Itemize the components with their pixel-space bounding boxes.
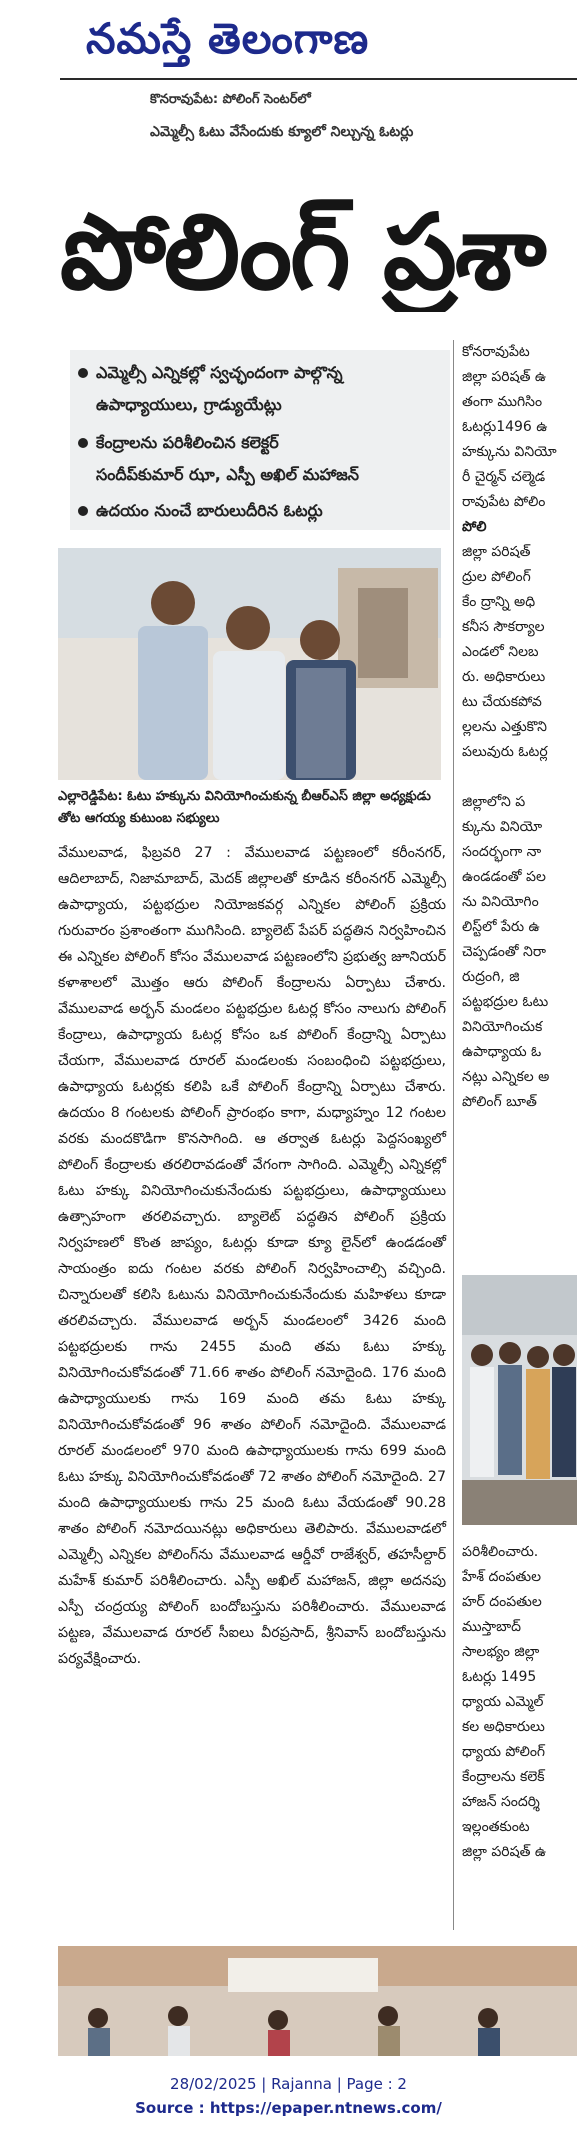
- masthead-title: నమస్తే తెలంగాణ: [86, 14, 370, 63]
- column-line: రావుపేట పోలిం: [462, 494, 546, 510]
- bullet-icon: [78, 368, 88, 378]
- column-line: ముస్తాబాద్: [462, 1619, 521, 1635]
- column-line: ల్లలను ఎత్తుకొని: [462, 719, 547, 735]
- column-line: ఎండలో నిలబ: [462, 644, 539, 660]
- column-line: హక్కును వినియో: [462, 444, 557, 460]
- queue-photo-illustration: [462, 1275, 577, 1525]
- highlight-text: సందీప్‌కుమార్ ఝా, ఎస్పీ అఖిల్ మహాజన్: [96, 465, 359, 484]
- bullet-icon: [78, 438, 88, 448]
- highlight-text: ఉపాధ్యాయులు, గ్రాడ్యుయేట్లు: [96, 395, 282, 414]
- family-photo-illustration: [58, 548, 441, 780]
- column-line: చెప్పడంతో నిరా: [462, 944, 546, 960]
- column-line: రుద్రంగి, జి: [462, 969, 520, 985]
- column-line: హాజన్ సందర్శి: [462, 1794, 540, 1810]
- column-line: ఓటర్లు1496 ఉ: [462, 419, 548, 435]
- column-line: కనీస సౌకర్యాల: [462, 619, 545, 635]
- highlight-text: కేంద్రాలను పరిశీలించిన కలెక్టర్: [96, 433, 279, 452]
- voters-family-photo: [58, 548, 441, 780]
- column-line: కేం ద్రాన్ని అధి: [462, 594, 536, 610]
- column-line: ధ్యాయ పోలింగ్: [462, 1744, 546, 1760]
- column-line: ఇల్లంతకుంట: [462, 1819, 530, 1835]
- highlight-item: [78, 428, 448, 458]
- column-line: పలువురు ఓటర్ల: [462, 744, 548, 760]
- kicker-line: కొనరావుపేట: పోలింగ్ సెంటర్‌లో: [150, 92, 311, 107]
- polling-centre-photo: [58, 1946, 577, 2056]
- source-line: Source : https://epaper.ntnews.com/: [135, 2099, 442, 2117]
- subheadline: ఎమ్మెల్సీ ఓటు వేసేందుకు క్యూలో నిల్చున్న ఓటర్లు: [150, 124, 414, 140]
- column-divider: [453, 340, 454, 1930]
- column-line: క్కును వినియో: [462, 819, 543, 835]
- column-line: కల అధికారులు: [462, 1719, 545, 1735]
- column-line: నట్లు ఎన్నికల అ: [462, 1069, 550, 1085]
- column-line: రు. అధికారులు: [462, 669, 546, 685]
- column-line: పోలి: [462, 519, 487, 535]
- column-line: తంగా ముగిసిం: [462, 394, 543, 410]
- column-line: రీ చైర్మన్ చల్మెడ: [462, 469, 546, 485]
- bullet-icon: [78, 506, 88, 516]
- column-line: ఉండడంతో పల: [462, 869, 546, 885]
- edition-date-line: 28/02/2025 | Rajanna | Page : 2: [170, 2075, 407, 2093]
- column-line: వినియోగించుక: [462, 1019, 543, 1035]
- masthead-divider: [60, 78, 577, 80]
- column-line: హేశ్ దంపతుల: [462, 1569, 542, 1585]
- column-line: పరిశీలించారు.: [462, 1544, 539, 1560]
- article-paragraph: వేములవాడ, ఫిబ్రవరి 27 : వేములవాడ పట్టణంలో కరీంనగర్, ఆదిలాబాద్, నిజామాబాద్, మెదక్ జిల్లాలతో కూడిన కరీంనగర్ ఎమ్మెల్సీ ఉపాధ్యాయ, పట్టభద్రుల నియోజకవర్గ ఎన్నికల పోలింగ్ ప్రక్రియ గురువారం ప్రశాంతంగా ముగిసింది. బ్యాలెట్ పేపర్ పద్ధతిన నిర్వహించిన ఈ ఎన్నికల పోలింగ్ కోసం వేములవాడ పట్టణంలోని ప్రభుత్వ జూనియర్ కళాశాలలో మొత్తం ఆరు పోలింగ్ కేంద్రాలను ఏర్పాటు చేశారు. వేములవాడ అర్బన్ మండలం పట్టభద్రుల ఓటర్ల కోసం నాలుగు పోలింగ్ కేంద్రాలు, ఉపాధ్యాయ ఓటర్ల కోసం ఒక పోలింగ్ కేంద్రాన్ని ఏర్పాటు చేయగా, వేములవాడ రూరల్ మండలంకు సంబంధించి పట్టభద్రులు, ఉపాధ్యాయ ఓటర్లకు కలిపి ఒకే పోలింగ్ కేంద్రాన్ని ఏర్పాటు చేశారు. ఉదయం 8 గంటలకు పోలింగ్ ప్రారంభం కాగా, మధ్యాహ్నం 12 గంటల వరకు మందకొడిగా కొనసాగింది. ఆ తర్వాత ఓటర్లు పెద్దసంఖ్యలో పోలింగ్ కేంద్రాలకు తరలిరావడంతో వేగంగా సాగింది. ఎమ్మెల్సీ ఎన్నికల్లో ఓటు హక్కు వినియోగించుకునేందుకు పట్టభద్రులు, ఉపాధ్యాయులు ఉత్సాహంగా తరలివచ్చారు. బ్యాలెట్ పద్ధతిన పోలింగ్ ప్రక్రియ నిర్వహణలో కొంత జాప్యం, ఓటర్లు కూడా క్యూ లైన్‌లో ఉండడంతో సాయంత్రం ఐదు గంటల వరకు పోలింగ్ నిర్వహించాల్సి వచ్చింది. చిన్నారులతో కలిసి ఓటును వినియోగించుకునేందుకు మహిళలు కూడా తరలివచ్చారు. వేములవాడ అర్బన్ మండలంలో 3426 మంది పట్టభద్రులకు గాను 2455 మంది తమ ఓటు హక్కు వినియోగించుకోవడంతో 71.66 శాతం పోలింగ్ నమోదైంది. 176 మంది ఉపాధ్యాయులకు గాను 169 మంది తమ ఓటు హక్కు వినియోగించుకోవడంతో 96 శాతం పోలింగ్ నమోదైంది. వేములవాడ రూరల్ మండలంలో 970 మంది ఉపాధ్యాయులకు గాను 699 మంది ఓటు హక్కు వినియోగించుకోవడంతో 72 శాతం పోలింగ్ నమోదైంది. 27 మంది ఉపాధ్యాయులకు గాను 25 మంది ఓటు వేయడంతో 90.28 శాతం పోలింగ్ నమోదయినట్లు అధికారులు తెలిపారు. వేములవాడలో ఎమ్మెల్సీ ఎన్నికల పోలింగ్‌ను వేములవాడ ఆర్డీవో రాజేశ్వర్, తహసీల్దార్ మహేశ్ కుమార్ పరిశీలించారు. ఎస్పీ అఖిల్ మహాజన్, జిల్లా అదనపు ఎస్పీ చంద్రయ్య పోలింగ్ బందోబస్తును పరిశీలించారు. వేములవాడ పట్టణ, వేములవాడ రూరల్ సీఐలు వీరప్రసాద్, శ్రీనివాస్ బందోబస్తును పర్యవేక్షించారు.: [58, 845, 446, 1667]
- column-line: ఓటర్లు 1495: [462, 1669, 537, 1685]
- article-body: [58, 840, 446, 1672]
- second-column-text: [462, 340, 577, 1115]
- polling-centre-illustration: [58, 1946, 577, 2056]
- column-line: జిల్లా పరిషత్: [462, 544, 531, 560]
- highlight-item: [78, 460, 448, 490]
- column-line: పట్టభద్రుల ఓటు: [462, 994, 549, 1010]
- column-line: జిల్లా పరిషత్ ఉ: [462, 1844, 547, 1860]
- queue-photo: [462, 1275, 577, 1525]
- highlight-text: ఉదయం నుంచే బారులుదీరిన ఓటర్లు: [96, 501, 323, 520]
- column-line: టు చేయకపోవ: [462, 694, 542, 710]
- highlight-item: [78, 496, 448, 526]
- column-line: సాలభ్యం జిల్లా: [462, 1644, 540, 1660]
- highlight-item: [78, 390, 448, 420]
- column-line: సందర్భంగా నా: [462, 844, 542, 860]
- column-line: కోనరావుపేట: [462, 344, 530, 360]
- headline: పోలింగ్ ప్రశా: [60, 192, 545, 312]
- column-line: జిల్లాలోని ప: [462, 794, 526, 810]
- column-line: పోలింగ్ బూత్‌: [462, 1094, 537, 1110]
- column-line: ధ్యాయ ఎమ్మెల్: [462, 1694, 544, 1710]
- column-line: [462, 765, 577, 790]
- column-line: ద్రుల పోలింగ్: [462, 569, 531, 585]
- highlight-item: [78, 358, 448, 388]
- highlight-text: ఎమ్మెల్సీ ఎన్నికల్లో స్వచ్ఛందంగా పాల్గొన్న: [96, 363, 343, 382]
- column-line: లిస్ట్‌లో పేరు ఉ: [462, 919, 540, 935]
- photo-caption: ఎల్లారెడ్డిపేట: ఓటు హక్కును వినియోగించుకున్న బీఆర్‌ఎస్ జిల్లా అధ్యక్షుడు తోట ఆగయ్య కుటుంబ సభ్యులు: [58, 789, 431, 826]
- column-line: ను వినియోగిం: [462, 894, 539, 910]
- column-line: కేంద్రాలను కలెక్: [462, 1769, 545, 1785]
- column-line: జిల్లా పరిషత్ ఉ: [462, 369, 547, 385]
- column-line: హర్ దంపతుల: [462, 1594, 542, 1610]
- column-line: ఉపాధ్యాయ ఓ: [462, 1044, 542, 1060]
- second-column-text-lower: [462, 1540, 577, 1865]
